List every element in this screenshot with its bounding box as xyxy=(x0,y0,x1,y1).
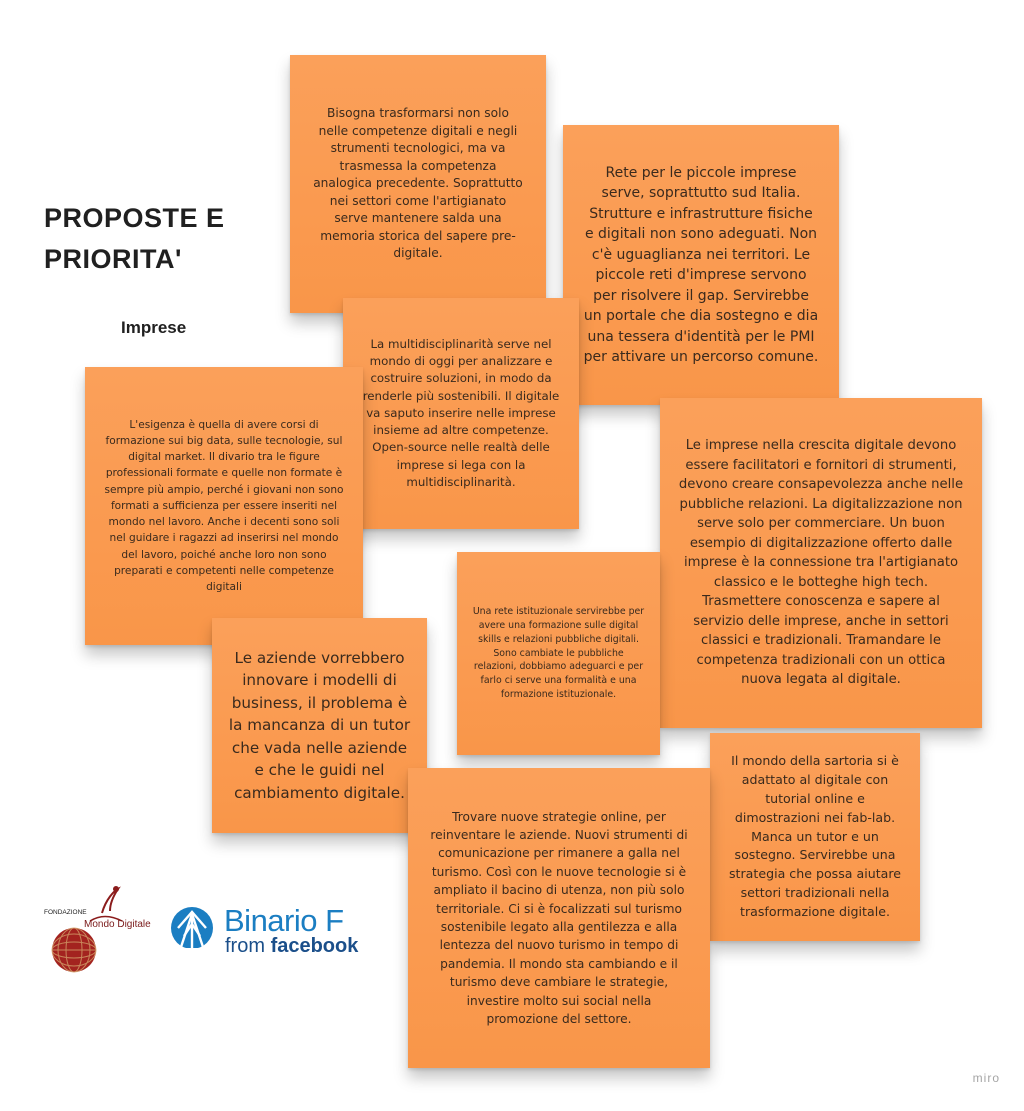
sticky-note-text: Una rete istituzionale servirebbe per avere una formazione sulle digital skills e relazioni pubbliche digitali. Sono cambiate le pubbliche relazioni, dobbiamo adeguarci e per farlo ci serve una formalità e una formazione istituzionale. xyxy=(472,606,645,700)
sticky-note-3[interactable] xyxy=(343,298,579,529)
facebook-brand-text: facebook xyxy=(270,935,359,957)
sticky-note-text: Il mondo della sartoria si è adattato al digitale con tutorial online e dimostrazioni nei fab-lab. Manca un tutor e un sostegno. Servirebbe una strategia che possa aiutare settori tradizionali nella trasformazione digitale. xyxy=(729,753,901,919)
sticky-note-text: L'esigenza è quella di avere corsi di formazione sui big data, sulle tecnologie, sul digital market. Il divario tra le figure professionali formate e quelle non formate è sempre più ampio, perché i giovani non sono formati a sufficienza per essere inseriti nel mondo nel lavoro. Anche i decenti sono soli nel guidare i ragazzi ad inserirsi nel mondo del lavoro, poiché anche loro non sono preparati e competenti nelle competenze digitali xyxy=(104,418,344,593)
binario-f-icon xyxy=(170,906,214,956)
sticky-note-6[interactable] xyxy=(457,552,660,755)
sticky-note-1[interactable] xyxy=(290,55,546,313)
sticky-note-text: Le imprese nella crescita digitale devono essere facilitatori e fornitori di strumenti, devono creare consapevolezza anche nelle pubbliche relazioni. La digitalizzazione non serve solo per commerciare. Un buon esempio di digitalizzazione offerto dalle imprese è la connessione tra l'artigianato classico e le botteghe high tech. Trasmettere conoscenza e sapere al servizio delle imprese, anche in settori classici e tradizionali. Tramandare le competenza tradizionali con un ottica nuova legata al digitale. xyxy=(678,438,964,688)
page-title xyxy=(44,198,274,280)
sticky-note-7[interactable] xyxy=(212,618,427,833)
sticky-note-4[interactable] xyxy=(85,367,363,645)
sticky-note-text: Trovare nuove strategie online, per reinventare le aziende. Nuovi strumenti di comunicazione per rimanere a galla nel turismo. Così con le nuove tecnologie si è ampliato il bacino di utenza, non più solo territoriale. Ci si è focalizzati sul turismo sostenibile legato alla gentilezza e alla lentezza del nuovo turismo in tempo di pandemia. Il mondo sta cambiando e il turismo deve cambiare le strategie, investire molto sui social nella promozione del settore. xyxy=(430,809,688,1027)
sticky-note-text: Rete per le piccole imprese serve, soprattutto sud Italia. Strutture e infrastrutture fisiche e digitali non sono adeguati. Non c'è uguaglianza nei territori. Le piccole reti d'imprese servono per risolvere il gap. Servirebbe un portale che dia sostegno e dia una tessera d'identità per le PMI per attivare un percorso comune. xyxy=(583,164,819,365)
sticky-note-2[interactable] xyxy=(563,125,839,405)
sticky-note-8[interactable] xyxy=(710,733,920,941)
binario-f-logo xyxy=(170,903,360,963)
fondazione-mondo-digitale-logo xyxy=(44,885,174,985)
fmd-label-name: Mondo Digitale xyxy=(84,919,151,930)
fmd-globe-icon xyxy=(44,885,174,985)
fmd-label-fondazione: FONDAZIONE xyxy=(44,909,87,916)
sticky-note-5[interactable] xyxy=(660,398,982,728)
binario-f-subtitle xyxy=(225,935,358,958)
sticky-note-9[interactable] xyxy=(408,768,710,1068)
title-line-2: PRIORITA' xyxy=(44,244,182,274)
sticky-note-text: La multidisciplinarità serve nel mondo di oggi per analizzare e costruire soluzioni, in modo da renderle più sostenibili. Il digitale va saputo inserire nelle imprese insieme ad altre competenze. Open-source nelle realtà delle imprese si lega con la multidisciplinarità. xyxy=(362,336,560,490)
binario-f-title: Binario F xyxy=(224,903,344,938)
sticky-note-text: Bisogna trasformarsi non solo nelle competenze digitali e negli strumenti tecnologici, ma va trasmessa la competenza analogica precedente. Soprattutto nei settori come l'artigianato serve mantenere salda una memoria storica del sapere pre-digitale. xyxy=(313,106,523,261)
title-line-1: PROPOSTE E xyxy=(44,203,225,233)
sticky-note-text: Le aziende vorrebbero innovare i modelli di business, il problema è la mancanza di un tutor che vada nelle aziende e che le guidi nel cambiamento digitale. xyxy=(228,648,411,802)
miro-watermark: miro xyxy=(972,1071,1000,1085)
binario-from-text: from xyxy=(225,935,271,957)
section-subtitle: Imprese xyxy=(121,318,187,337)
